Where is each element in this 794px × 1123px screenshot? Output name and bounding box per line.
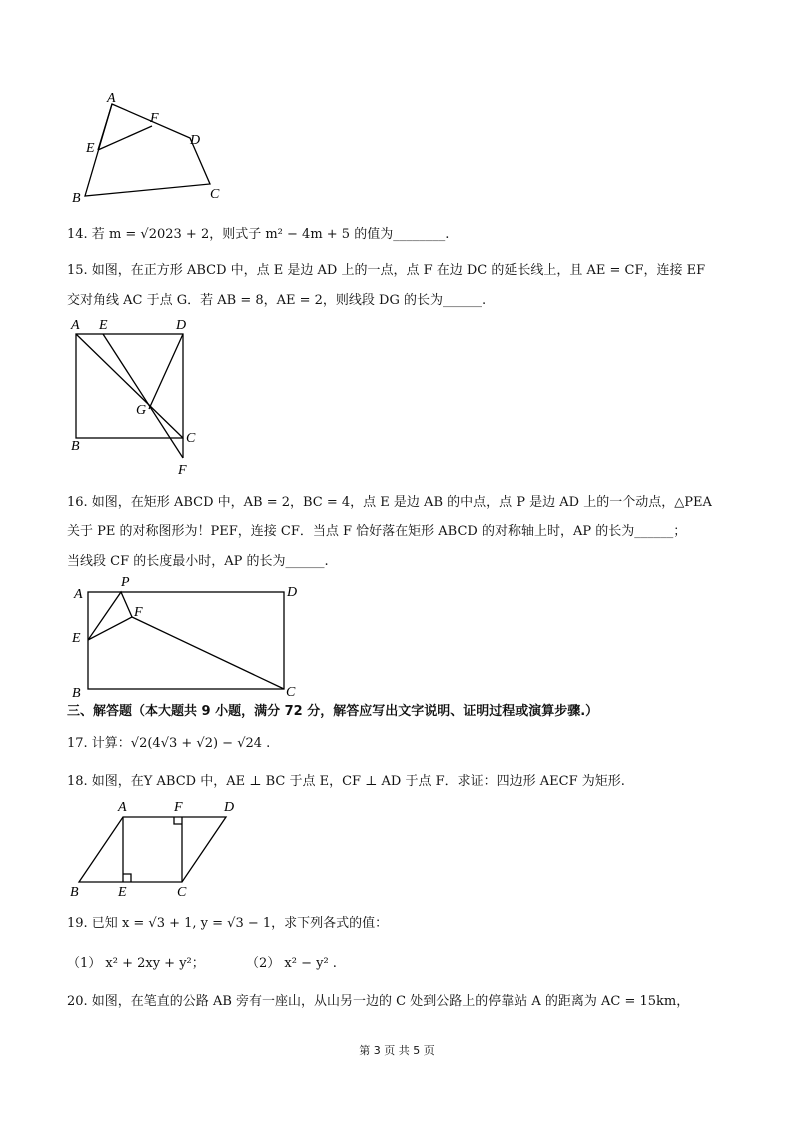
label-c: C (286, 685, 296, 700)
figure-parallelogram-abcd (66, 796, 256, 898)
label-a: A (74, 587, 83, 602)
figure-rectangle-abcd (68, 570, 308, 700)
label-d: D (287, 585, 298, 600)
segment-ae (98, 104, 112, 150)
right-angle-mark-f (174, 817, 182, 824)
segment-cf (132, 617, 284, 689)
figure-square-abcd (66, 316, 206, 478)
quadrilateral-outline (85, 104, 210, 196)
triangle-pef (88, 592, 132, 640)
question-16-line-1: 16. 如图，在矩形 ABCD 中，AB = 2，BC = 4，点 E 是边 AB 的中点，点 P 是边 AD 上的一个动点，△PEA (67, 495, 712, 510)
segment-ef (103, 334, 183, 458)
label-p: P (121, 575, 130, 590)
question-15-line-2: 交对角线 AC 于点 G．若 AB = 8，AE = 2，则线段 DG 的长为______. (67, 293, 487, 308)
label-b: B (72, 191, 81, 206)
question-14: 14. 若 m = √2023 + 2，则式子 m² − 4m + 5 的值为________. (67, 227, 450, 242)
question-18: 18. 如图，在Y ABCD 中，AE ⊥ BC 于点 E，CF ⊥ AD 于点 F．求证：四边形 AECF 为矩形. (67, 774, 625, 789)
label-e: E (118, 885, 127, 898)
question-16-line-2: 关于 PE 的对称图形为！PEF，连接 CF．当点 F 恰好落在矩形 ABCD 的对称轴上时，AP 的长为______； (67, 524, 687, 539)
label-b: B (72, 686, 81, 700)
label-d: D (176, 318, 187, 333)
question-17: 17. 计算：√2(4√3 + √2) − √24 . (67, 736, 271, 751)
label-c: C (177, 885, 187, 898)
question-19-line-1: 19. 已知 x = √3 + 1, y = √3 − 1，求下列各式的值： (67, 916, 389, 931)
label-f: F (178, 463, 187, 478)
label-b: B (71, 439, 80, 454)
label-c: C (186, 431, 196, 446)
parallelogram-outline (79, 817, 226, 882)
label-f: F (174, 800, 183, 815)
label-d: D (224, 800, 235, 815)
label-e: E (72, 631, 81, 646)
page-footer: 第 3 页 共 5 页 (359, 1044, 435, 1057)
question-15-line-1: 15. 如图，在正方形 ABCD 中，点 E 是边 AD 上的一点，点 F 在边 DC 的延长线上，且 AE = CF，连接 EF (67, 263, 706, 278)
label-b: B (70, 885, 79, 898)
figure-quadrilateral-abcd (60, 88, 240, 208)
label-a: A (71, 318, 80, 333)
question-20: 20. 如图，在笔直的公路 AB 旁有一座山，从山另一边的 C 处到公路上的停靠站 A 的距离为 AC = 15km， (67, 994, 690, 1009)
label-d: D (190, 133, 201, 148)
question-19-part-2: （2） x² − y² . (246, 956, 337, 971)
label-f: F (150, 111, 159, 126)
segment-dg (149, 334, 183, 409)
label-c: C (210, 187, 220, 202)
label-e: E (86, 141, 95, 156)
question-19-part-1: （1） x² + 2xy + y²； (67, 956, 205, 971)
right-angle-mark-e (123, 874, 131, 882)
label-e: E (99, 318, 108, 333)
section-3-heading: 三、解答题（本大题共 9 小题，满分 72 分，解答应写出文字说明、证明过程或演算步骤.） (67, 704, 599, 719)
label-a: A (118, 800, 127, 815)
diagonal-ac (76, 334, 183, 438)
segment-ef (98, 126, 152, 150)
label-f: F (134, 605, 143, 620)
label-g: G (136, 403, 147, 418)
question-16-line-3: 当线段 CF 的长度最小时，AP 的长为______. (67, 554, 329, 569)
label-a: A (107, 91, 116, 106)
